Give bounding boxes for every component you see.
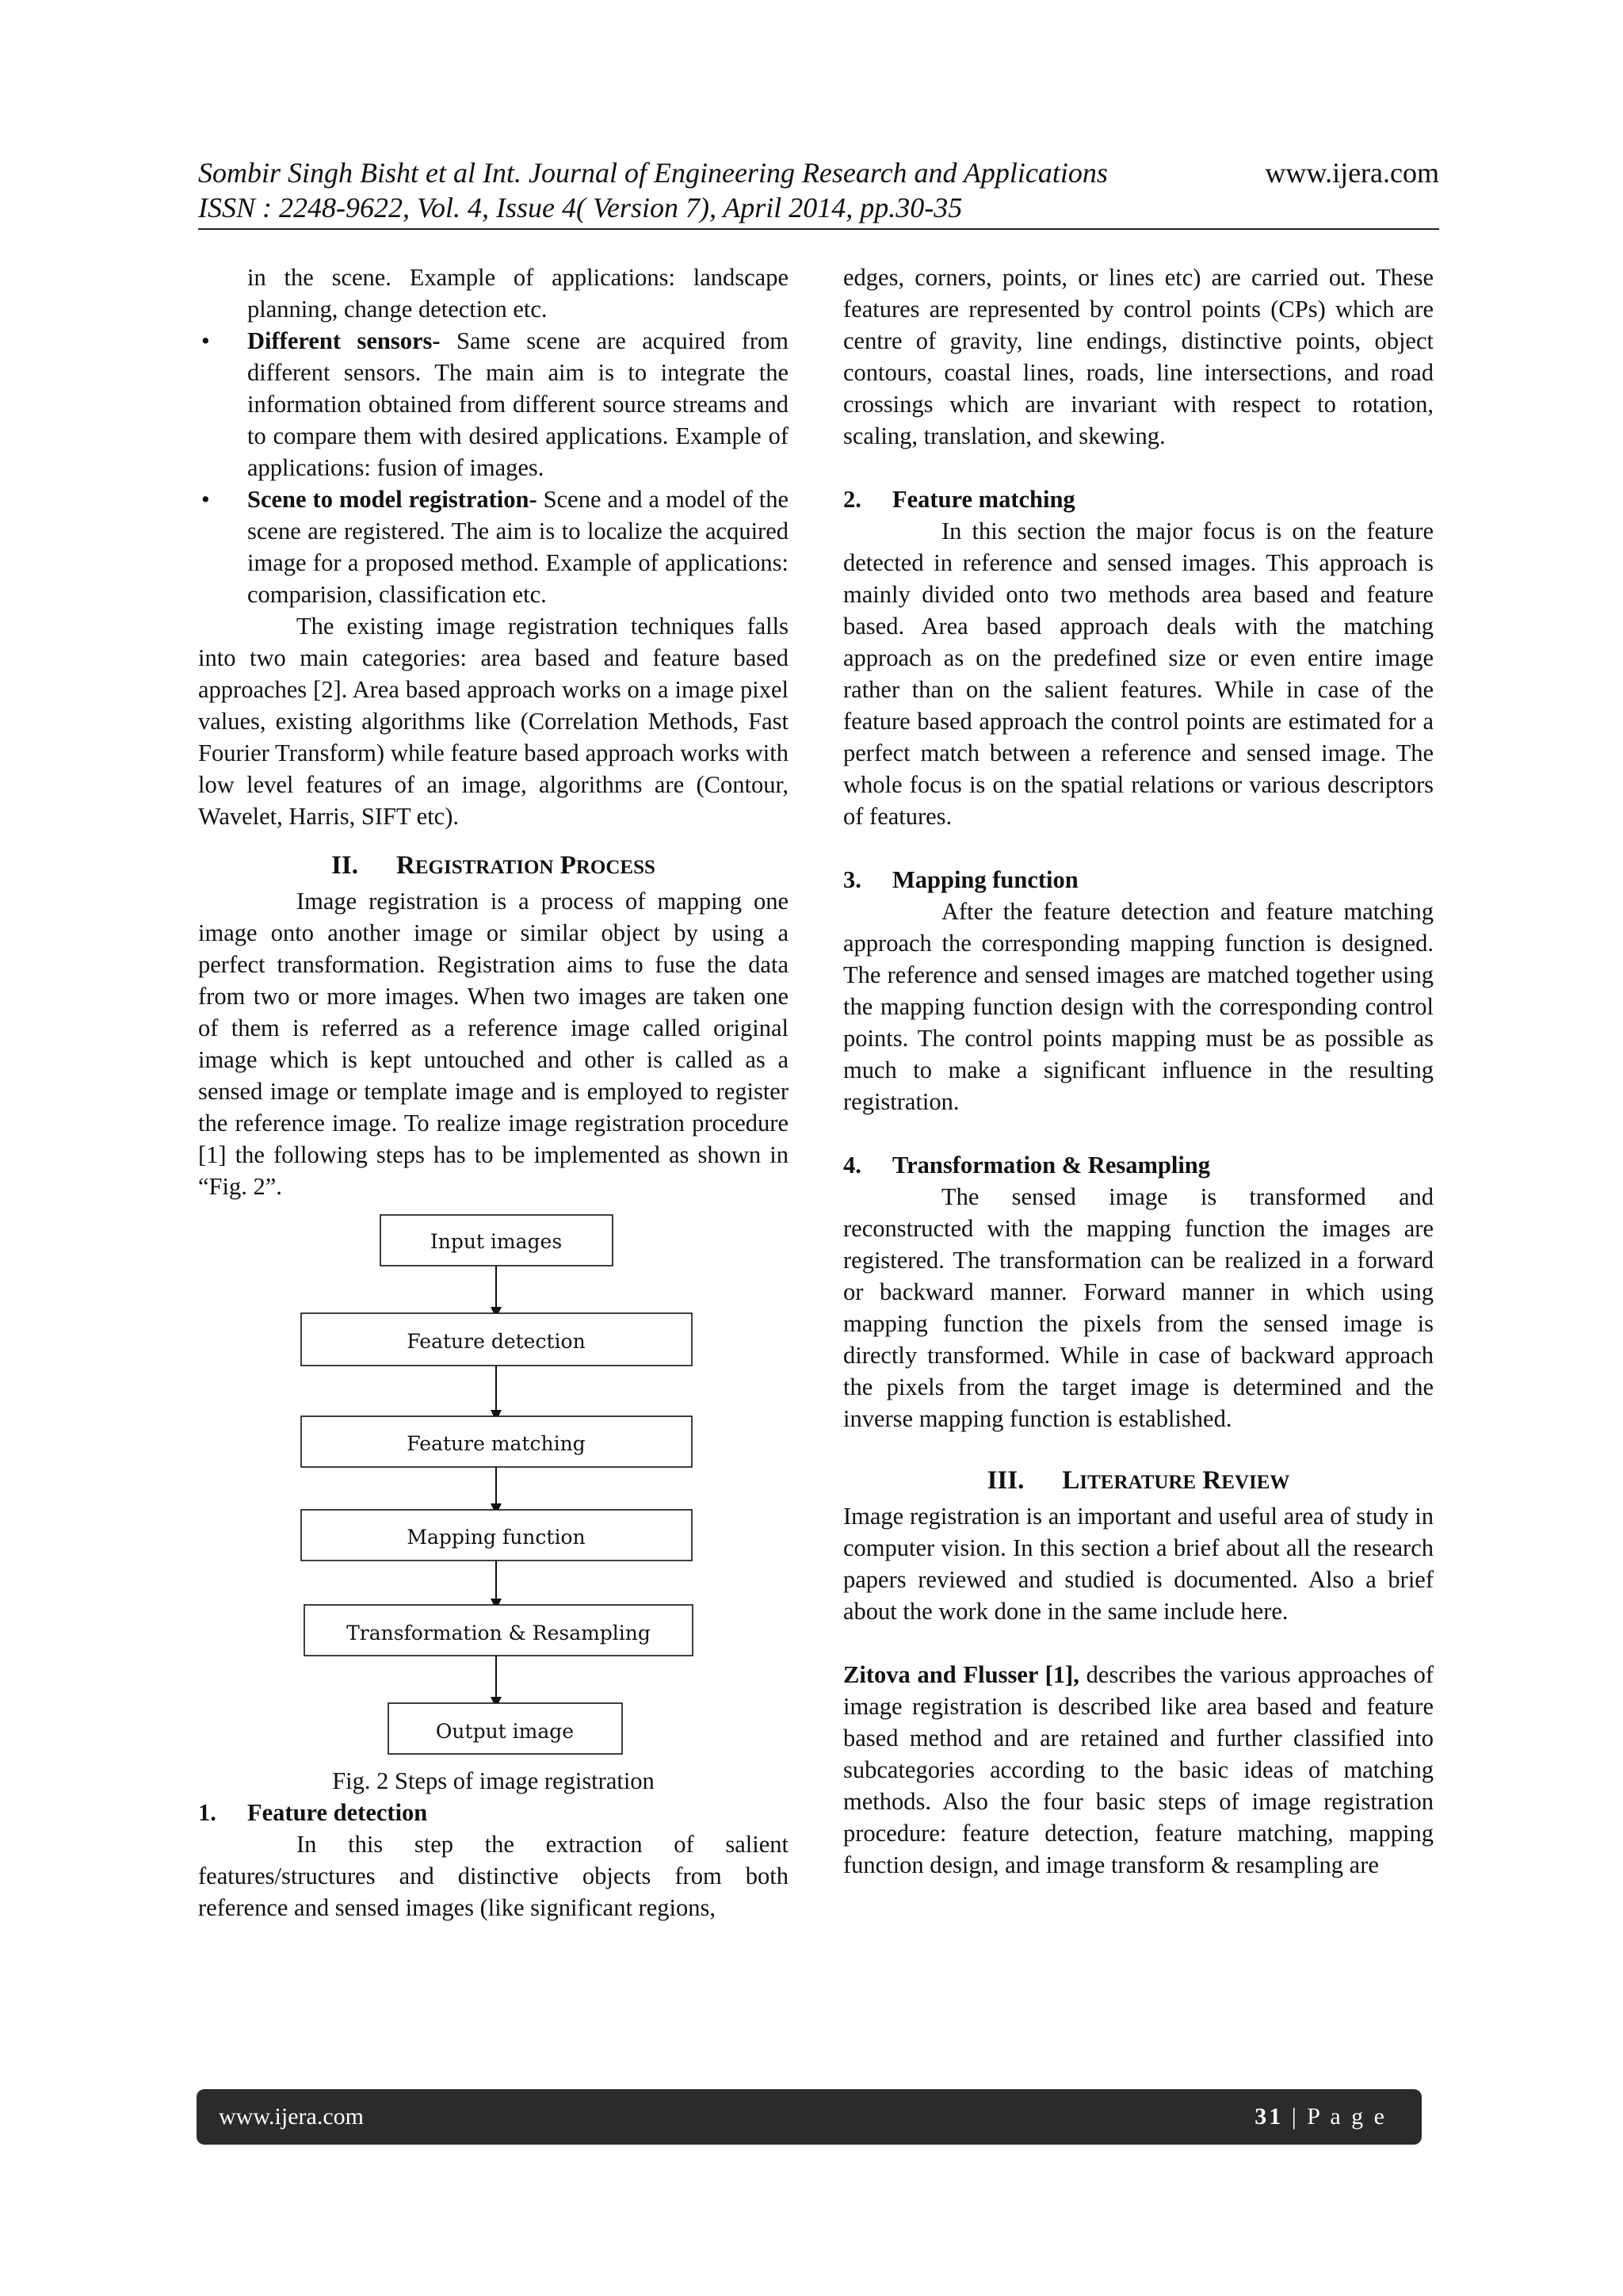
page-number-value: 31 [1254, 2103, 1284, 2130]
flow-label-feature-matching: Feature matching [407, 1432, 586, 1455]
flowchart-figure [198, 1212, 789, 1765]
title-rest: ROCESS [575, 857, 655, 878]
title-rest: ITERATURE [1079, 1472, 1197, 1493]
paragraph-zitova [843, 1659, 1434, 1881]
subheading-mapping-function [843, 864, 1434, 896]
flow-label-mapping-function: Mapping function [407, 1526, 586, 1549]
subheading-transformation [843, 1149, 1434, 1181]
journal-citation: Sombir Singh Bisht et al Int. Journal of Engineering Research and Applications [198, 157, 1108, 189]
title-rest: EGISTRATION [414, 857, 554, 878]
title-initial: P [559, 851, 576, 880]
subheading-number: 3. [843, 866, 861, 893]
header-website[interactable]: www.ijera.com [1265, 157, 1439, 189]
subheading-title: Feature detection [247, 1799, 428, 1826]
bullet-text: Scene and a model of the scene are registered. The aim is to localize the acquired image for a proposed method. Example of applications: comparision, classification etc. [247, 486, 789, 608]
bullet-item [198, 483, 789, 610]
section-number: III. [987, 1466, 1025, 1495]
right-column [843, 262, 1434, 1881]
footer-website[interactable]: www.ijera.com [219, 2103, 364, 2130]
title-rest: EVIEW [1221, 1472, 1290, 1493]
bullet-text: Same scene are acquired from different sensors. The main aim is to integrate the information obtained from different source streams and to compare them with desired applications. Example of applications: fusion of images. [247, 327, 789, 481]
page-footer [197, 2089, 1422, 2145]
flowchart-svg [198, 1212, 789, 1765]
left-column [198, 262, 789, 1924]
bullet-label: Scene to model registration- [247, 486, 537, 513]
header-rule [198, 228, 1439, 230]
page-number [1254, 2089, 1387, 2145]
bullet-label: Different sensors- [247, 327, 441, 354]
subheading-feature-detection [198, 1797, 789, 1828]
subheading-number: 2. [843, 486, 861, 513]
flow-label-feature-detection: Feature detection [407, 1330, 586, 1353]
issn-line: ISSN : 2248-9622, Vol. 4, Issue 4( Version 7), April 2014, pp.30-35 [198, 192, 963, 223]
bullet-icon: • [201, 327, 210, 354]
paragraph-process: Image registration is a process of mapping one image onto another image or similar object by using a perfect transformation. Registration aims to fuse the data from two or more images. When two images are taken one of them is referred as a reference image called original image which is kept untouched and other is called as a sensed image or template image and is employed to register the reference image. To realize image registration procedure [1] the following steps has to be implemented as shown in “Fig. 2”. [198, 888, 789, 1200]
reference-label: Zitova and Flusser [1], [843, 1661, 1079, 1688]
paragraph-continued: in the scene. Example of applications: landscape planning, change detection etc. [247, 264, 789, 323]
section-heading-literature-review [843, 1465, 1434, 1499]
flow-label-transformation: Transformation & Resampling [346, 1622, 651, 1645]
paragraph-feature-detection: In this step the extraction of salient features/structures and distinctive objects from both reference and sensed images (like significant regions, [198, 1831, 789, 1921]
subheading-title: Transformation & Resampling [892, 1152, 1211, 1179]
reference-text: describes the various approaches of image registration is described like area based and feature based method and are retained and further classified into subcategories according to the basic ideas of matching methods. Also the four basic steps of image registration procedure: feature detection, feature matching, mapping function design, and image transform & resampling are [843, 1661, 1434, 1878]
section-number: II. [331, 851, 359, 880]
subheading-feature-matching [843, 483, 1434, 515]
bullet-icon: • [201, 486, 210, 513]
title-initial: R [396, 851, 415, 880]
title-initial: R [1202, 1466, 1222, 1495]
subheading-title: Mapping function [892, 866, 1079, 893]
page-label: | P a g e [1283, 2103, 1387, 2130]
subheading-number: 4. [843, 1152, 861, 1179]
running-header [198, 155, 1439, 225]
section-heading-registration-process [198, 850, 789, 884]
paragraph-categories: The existing image registration techniques falls into two main categories: area based and feature based approaches [2]. Area based approach works on a image pixel values, existing algorithms like (Correlation Methods, Fast Fourier Transform) while feature based approach works with low level features of an image, algorithms are (Contour, Wavelet, Harris, SIFT etc). [198, 613, 789, 830]
paragraph-transformation: The sensed image is transformed and reconstructed with the mapping function the images are registered. The transformation can be realized in a forward or backward manner. Forward manner in which using mapping function the pixels from the sensed image is directly transformed. While in case of backward approach the pixels from the target image is determined and the inverse mapping function is established. [843, 1183, 1434, 1432]
paragraph-mapping-function: After the feature detection and feature matching approach the corresponding mapping function is designed. The reference and sensed images are matched together using the mapping function design with the corresponding control points. The control points mapping must be as possible as much to make a significant influence in the resulting registration. [843, 898, 1434, 1115]
flow-label-input: Input images [430, 1230, 563, 1253]
figure-caption: Fig. 2 Steps of image registration [332, 1767, 655, 1794]
paragraph-feature-detection-continued: edges, corners, points, or lines etc) are carried out. These features are represented by control points (CPs) which are centre of gravity, line endings, distinctive points, object contours, coastal lines, roads, line intersections, and road crossings which are invariant with respect to rotation, scaling, translation, and skewing. [843, 264, 1434, 449]
paragraph-literature-intro: Image registration is an important and useful area of study in computer vision. In this section a brief about all the research papers reviewed and studied is documented. Also a brief about the work done in the same include here. [843, 1503, 1434, 1625]
bullet-item [198, 325, 789, 483]
subheading-title: Feature matching [892, 486, 1075, 513]
flow-label-output: Output image [435, 1720, 575, 1743]
subheading-number: 1. [198, 1799, 216, 1826]
paragraph-feature-matching: In this section the major focus is on the feature detected in reference and sensed images. This approach is mainly divided onto two methods area based and feature based. Area based approach deals with the matching approach as on the predefined size or even entire image rather than on the salient features. While in case of the feature based approach the control points are estimated for a perfect match between a reference and sensed image. The whole focus is on the spatial relations or various descriptors of features. [843, 518, 1434, 830]
title-initial: L [1062, 1466, 1080, 1495]
